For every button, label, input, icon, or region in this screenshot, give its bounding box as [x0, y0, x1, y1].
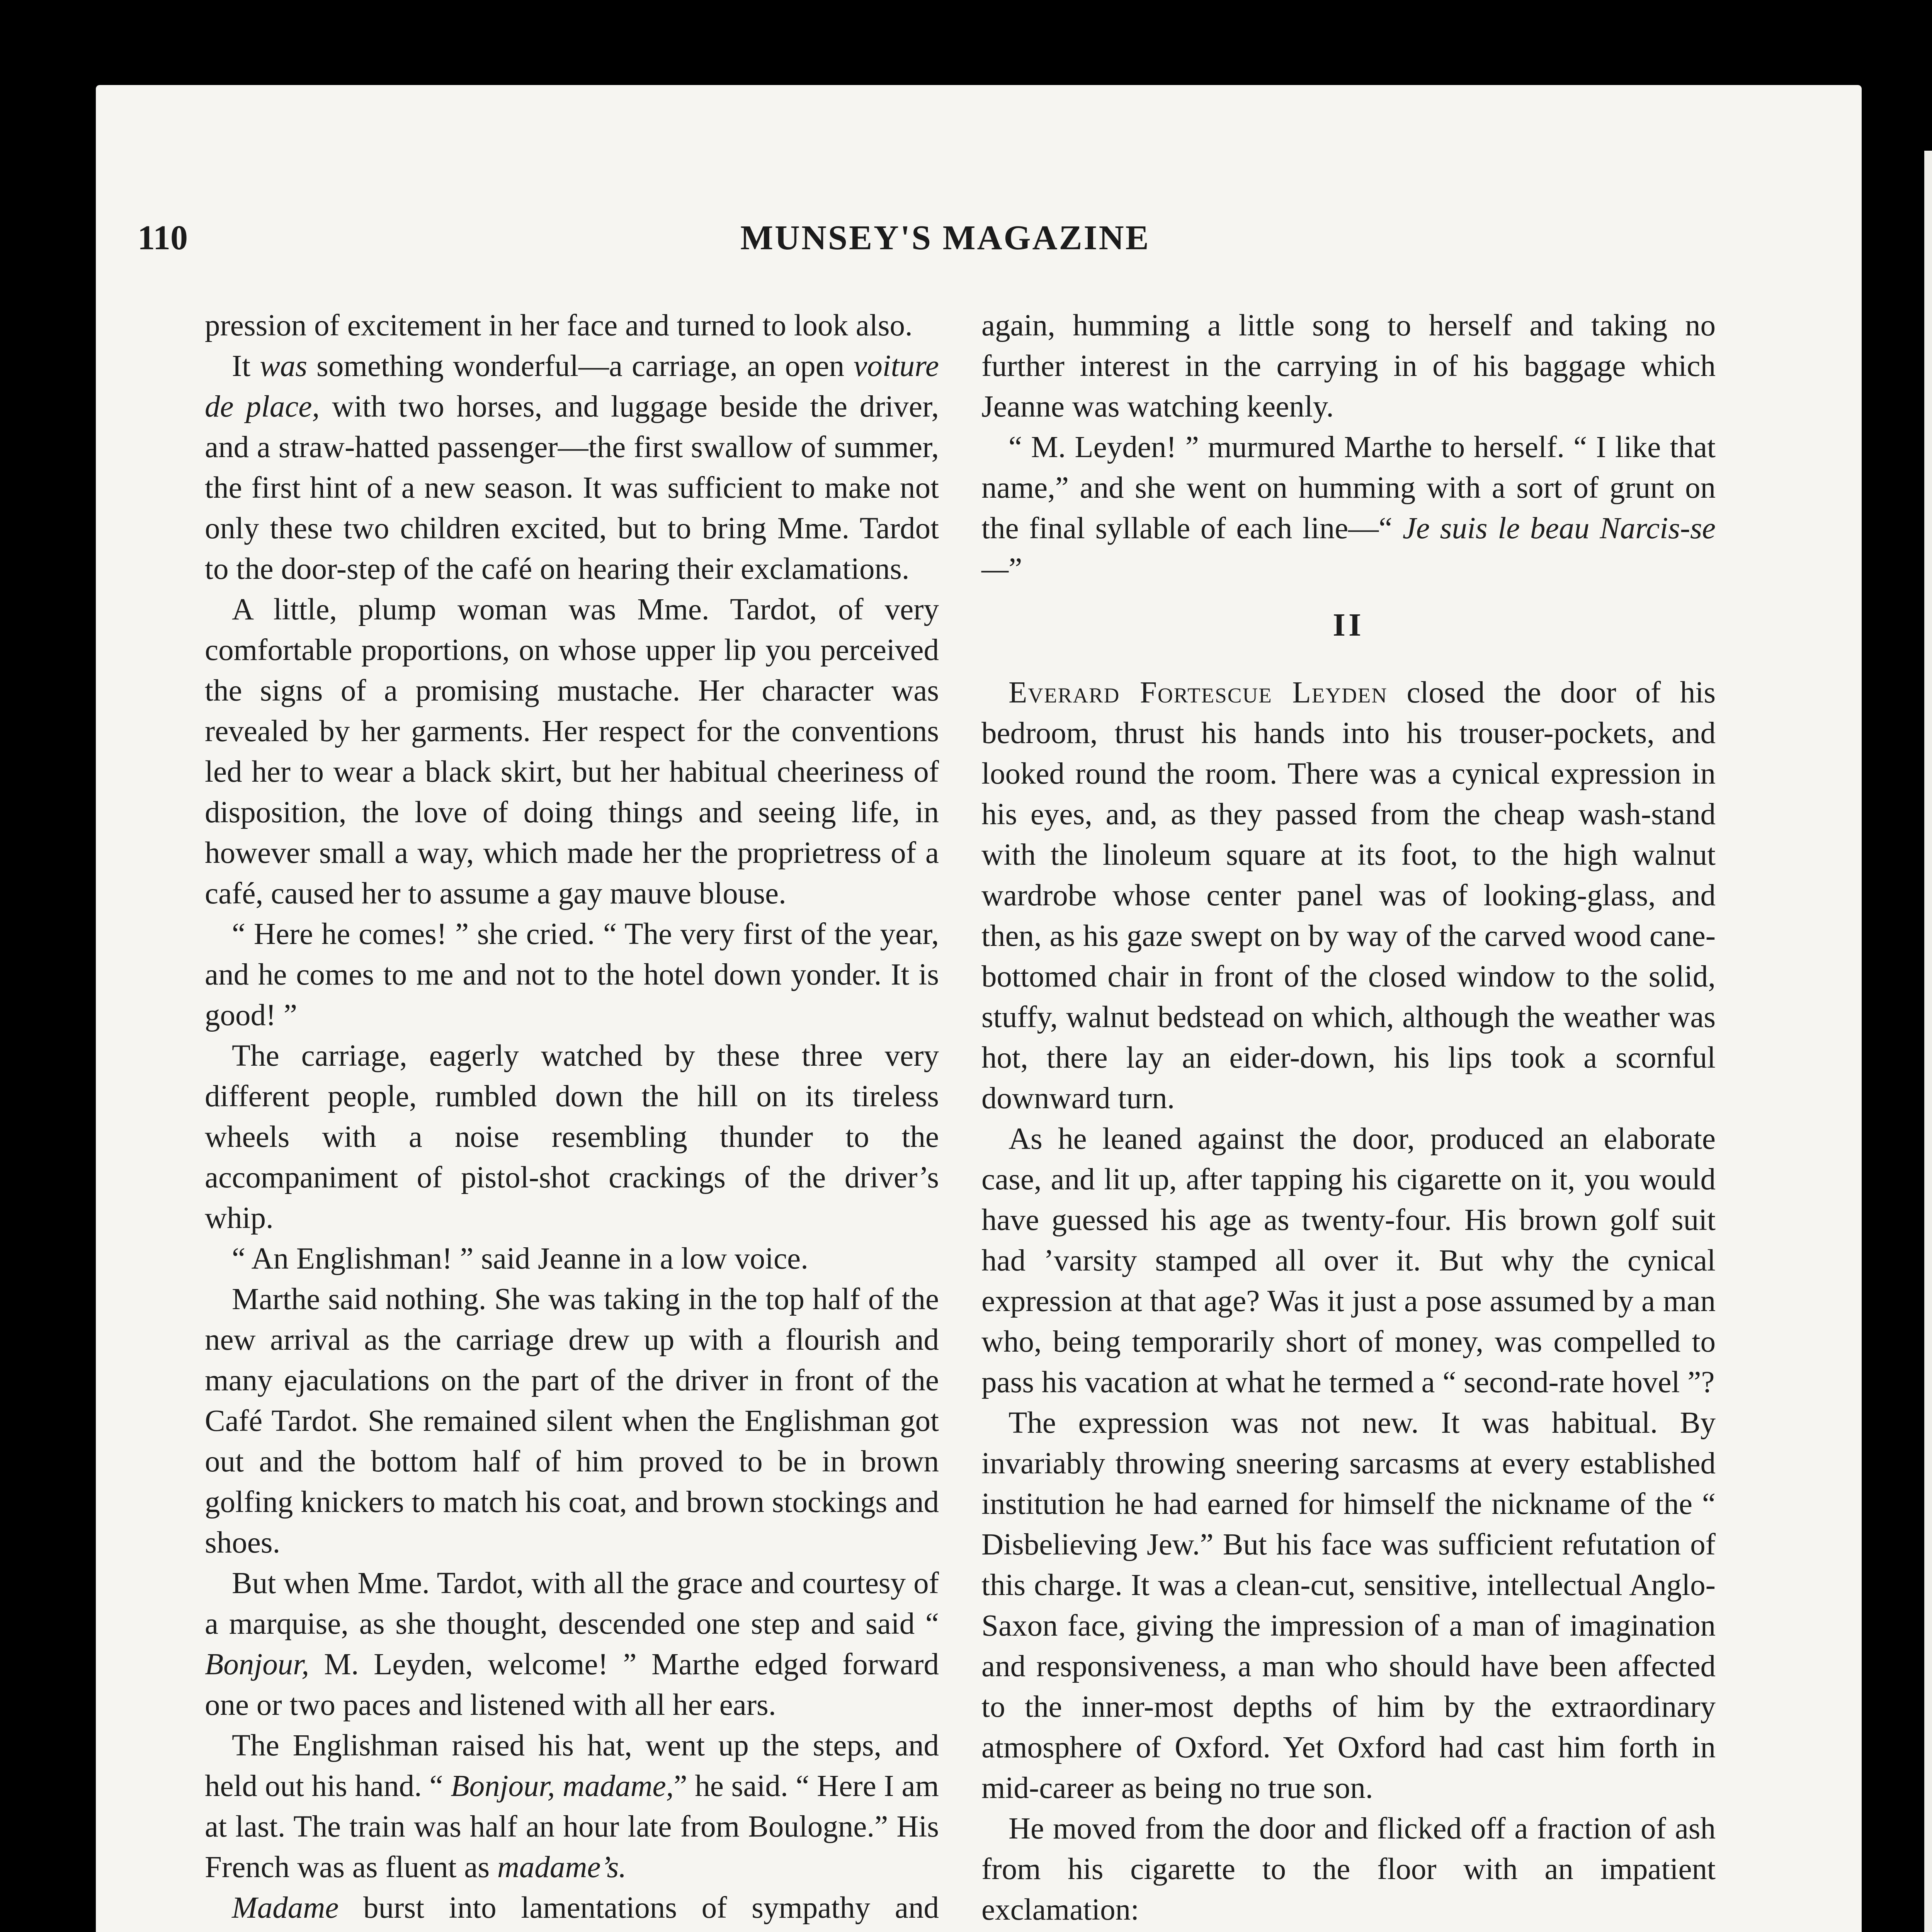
paragraph: The Englishman raised his hat, went up the steps, and held out his hand. “ Bonjour, madame,” he said. “ Here I am at last. The train was half an hour late from Boulogne.” His French was as fluent as madame’s. — [205, 1729, 939, 1884]
paragraph: As he leaned against the door, produced an elaborate case, and lit up, after tapping his cigarette on it, you would have guessed his age as twenty-four. His brown golf suit had ’varsity stamped all over it. But why the cynical expression at that age? Was it just a pose assumed by a man who, being temporarily short of money, was compelled to pass his vacation at what he termed a “ second-rate hovel ”? — [981, 1122, 1716, 1399]
right-column-top — [981, 305, 1716, 589]
right-column-bottom — [981, 672, 1716, 1932]
paragraph: “ An Englishman! ” said Jeanne in a low voice. — [232, 1242, 808, 1276]
running-head — [138, 218, 1730, 264]
paragraph: He moved from the door and flicked off a fraction of ash from his cigarette to the floor with an impatient exclamation: — [981, 1812, 1716, 1927]
paragraph: The carriage, eagerly watched by these three very different people, rumbled down the hill on its tireless wheels with a noise resembling thunder to the accompaniment of pistol-shot crackings of the driver’s whip. — [205, 1039, 939, 1235]
paragraph — [981, 1930, 1716, 1932]
paragraph: Madame burst into lamentations of sympathy and — [232, 1891, 939, 1925]
paragraph: Everard Fortescue Leyden closed the door of his bedroom, thrust his hands into his trouser-pockets, and looked round the room. There was a cynical expression in his eyes, and, as they passed from the cheap wash-stand with the linoleum square at its foot, to the high walnut wardrobe whose center panel was of looking-glass, and then, as his gaze swept on by way of the carved wood cane-bottomed chair in front of the closed window to the solid, stuffy, walnut bedstead on which, although the weather was hot, there lay an eider-down, his lips took a scornful downward turn. — [981, 676, 1716, 1115]
page-number: 110 — [138, 219, 188, 257]
paragraph: A little, plump woman was Mme. Tardot, of very comfortable proportions, on whose upper lip you perceived the signs of a promising mustache. Her character was revealed by her garments. Her respect for the conventions led her to wear a black skirt, but her habitual cheeriness of disposition, the love of doing things and seeing life, in however small a way, which made her the proprietress of a café, caused her to assume a gay mauve blouse. — [205, 593, 939, 910]
left-column — [205, 305, 939, 1932]
paragraph: again, humming a little song to herself and taking no further interest in the carrying in of his baggage which Jeanne was watching keenly. — [981, 309, 1716, 423]
right-column — [981, 305, 1716, 1932]
section-heading: II — [1333, 607, 1364, 643]
paragraph: pression of excitement in her face and turned to look also. — [205, 309, 913, 342]
paragraph: But when Mme. Tardot, with all the grace and courtesy of a marquise, as she thought, descended one step and said “ Bonjour, M. Leyden, welcome! ” Marthe edged forward one or two paces and listened with all her ears. — [205, 1566, 939, 1722]
paragraph: It was something wonderful—a carriage, an open voiture de place, with two horses, and luggage beside the driver, and a straw-hatted passenger—the first swallow of summer, the first hint of a new season. It was sufficient to make not only these two children excited, but to bring Mme. Tardot to the door-step of the café on hearing their exclamations. — [205, 349, 939, 586]
magazine-title: MUNSEY'S MAGAZINE — [740, 219, 1150, 257]
next-page-edge — [1924, 151, 1932, 1932]
paragraph: The expression was not new. It was habitual. By invariably throwing sneering sarcasms at every established institution he had earned for himself the nickname of the “ Disbelieving Jew.” But his face was sufficient refutation of this charge. It was a clean-cut, sensitive, intellectual Anglo-Saxon face, giving the impression of a man of imagination and responsiveness, a man who should have been affected to the inner-most depths of him by the extraordinary atmosphere of Oxford. Yet Oxford had cast him forth in mid-career as being no true son. — [981, 1406, 1716, 1805]
paragraph: Marthe said nothing. She was taking in the top half of the new arrival as the carriage drew up with a flourish and many ejaculations on the part of the driver in front of the Café Tardot. She remained silent when the Englishman got out and the bottom half of him proved to be in brown golfing knickers to match his coat, and brown stockings and shoes. — [205, 1282, 939, 1560]
paragraph: “ M. Leyden! ” murmured Marthe to herself. “ I like that name,” and she went on humming with a sort of grunt on the final syllable of each line—“ Je suis le beau Narcis-se—” — [981, 430, 1716, 586]
paragraph: “ Here he comes! ” she cried. “ The very first of the year, and he comes to me and not to the hotel down yonder. It is good! ” — [205, 917, 939, 1032]
